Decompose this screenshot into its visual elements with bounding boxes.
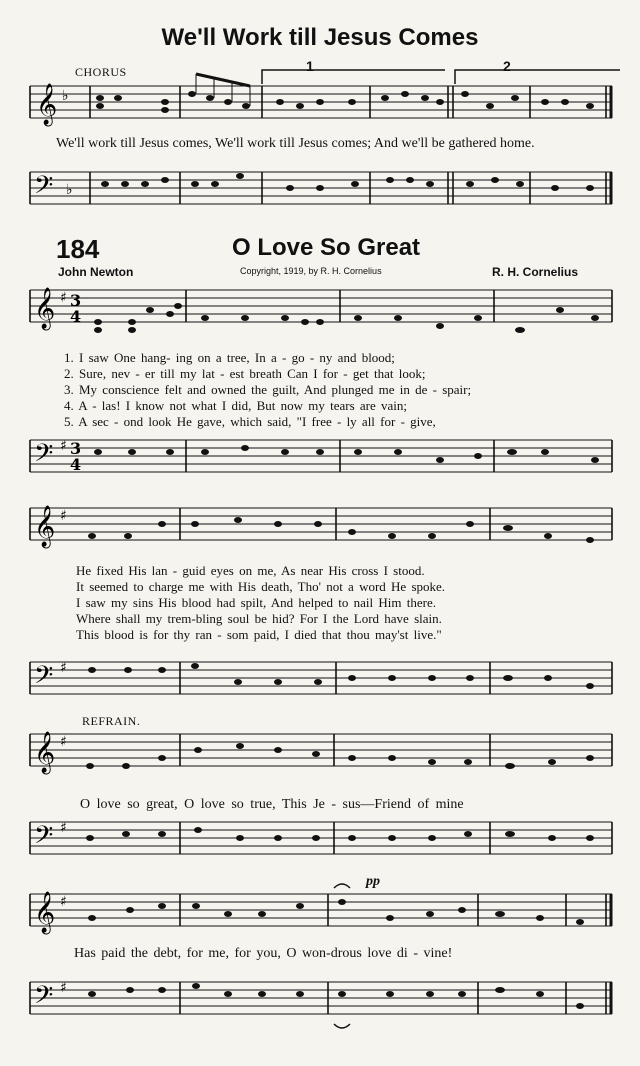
sharp-sign-icon: ♯ (60, 820, 67, 836)
treble-clef-icon: 𝄞 (36, 84, 58, 125)
flat-sign-icon: ♭ (62, 88, 69, 104)
top-bass-staff (0, 160, 640, 220)
svg-text:3: 3 (70, 439, 82, 458)
ending-2-label: 2 (503, 58, 511, 74)
verse1-line2: He fixed His lan - guid eyes on me, As near His cross I stood. (76, 563, 425, 578)
verse2-line1: 2. Sure, nev - er till my lat - est breath Can I for - get that look; (64, 366, 426, 381)
treble-clef-icon: 𝄞 (34, 506, 56, 547)
verse4-line2: Where shall my trem-bling soul be hid? For I the Lord have slain. (76, 611, 442, 626)
svg-text:4: 4 (70, 455, 82, 474)
fermata-icon (334, 1024, 350, 1028)
bass-clef-icon: 𝄢 (34, 661, 54, 696)
top-treble-stems (196, 74, 250, 106)
verse5-line1: 5. A sec - ond look He gave, which said, "I free - ly all for - give, (64, 414, 436, 429)
top-treble-staff (0, 70, 640, 140)
treble-clef-icon: 𝄞 (34, 892, 56, 933)
sharp-sign-icon: ♯ (60, 508, 67, 524)
sharp-sign-icon: ♯ (60, 980, 67, 996)
refrain1-treble-staff (0, 722, 640, 788)
system1-treble-staff (0, 280, 640, 350)
verse5-line2: This blood is for thy ran - som paid, I died that thou may'st live." (76, 627, 442, 642)
copyright-notice: Copyright, 1919, by R. H. Cornelius (240, 266, 382, 276)
system2-treble-notes (88, 517, 594, 543)
refrain1-bass-staff (0, 812, 640, 874)
dynamic-pianissimo: pp (366, 874, 380, 889)
sharp-sign-icon: ♯ (60, 438, 67, 454)
ending-1-label: 1 (306, 58, 314, 74)
bass-clef-icon: 𝄢 (34, 821, 54, 856)
system2-bass-staff (0, 648, 640, 710)
verse3-line2: I saw my sins His blood had spilt, And helped to nail Him there. (76, 595, 436, 610)
bass-clef-icon: 𝄢 (34, 981, 54, 1016)
sharp-sign-icon: ♯ (60, 734, 67, 750)
top-hymn-lyric: We'll work till Jesus comes, We'll work till Jesus comes; And we'll be gathered home. (56, 136, 535, 151)
refrain2-treble-staff (0, 884, 640, 948)
refrain2-bass-notes (88, 983, 584, 1009)
time-sig-top: 3 (70, 291, 82, 310)
system2-bass-notes (88, 663, 594, 689)
bass-clef-icon: 𝄢 (34, 439, 54, 474)
flat-sign-icon: ♭ (66, 182, 73, 198)
time-sig-bottom: 4 (70, 307, 82, 326)
refrain-line2-lyric: Has paid the debt, for me, for you, O won-drous love di - vine! (74, 946, 453, 961)
treble-clef-icon: 𝄞 (34, 732, 56, 773)
bass-clef-icon: 𝄢 (34, 171, 54, 206)
sharp-sign-icon: ♯ (60, 290, 67, 306)
sharp-sign-icon: ♯ (60, 894, 67, 910)
refrain-label: REFRAIN. (82, 714, 141, 728)
refrain-line1-lyric: O love so great, O love so true, This Je - sus—Friend of mine (80, 797, 464, 812)
chorus-label: CHORUS (75, 65, 127, 79)
top-hymn-title: We'll Work till Jesus Comes (161, 24, 479, 51)
composer-credit: R. H. Cornelius (492, 265, 579, 279)
hymn-title: O Love So Great (232, 234, 421, 261)
sharp-sign-icon: ♯ (60, 660, 67, 676)
treble-clef-icon: 𝄞 (34, 288, 56, 329)
fermata-icon (334, 884, 350, 888)
refrain2-treble-notes (88, 899, 584, 925)
hymn-number: 184 (56, 234, 100, 264)
system2-treble-staff (0, 500, 640, 562)
author-credit: John Newton (58, 265, 134, 279)
refrain1-bass-notes (86, 827, 594, 841)
verse2-line2: It seemed to charge me with His death, Tho' not a word He spoke. (76, 579, 446, 594)
refrain2-bass-staff (0, 966, 640, 1034)
system1-bass-staff (0, 432, 640, 494)
verse4-line1: 4. A - las! I know not what I did, But now my tears are vain; (64, 398, 408, 413)
verse3-line1: 3. My conscience felt and owned the guilt, And plunged me in de - spair; (64, 382, 472, 397)
system1-treble-notes (94, 303, 599, 333)
refrain1-treble-notes (86, 743, 594, 769)
verse1-line1: 1. I saw One hang- ing on a tree, In a - go - ny and blood; (64, 350, 395, 365)
